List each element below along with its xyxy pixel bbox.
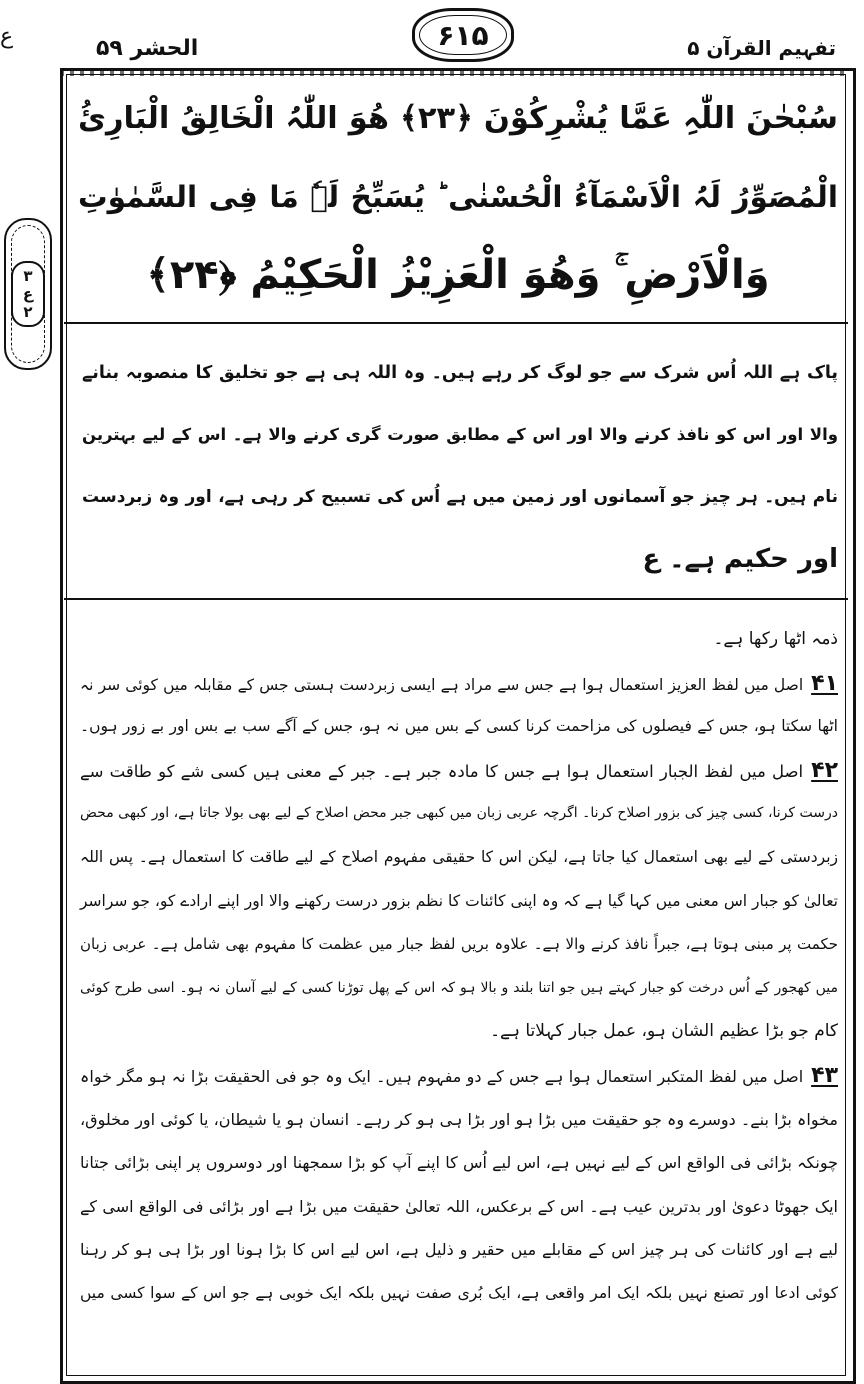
frame-ornament-border	[60, 68, 850, 76]
footnote-number: ۴۱	[811, 670, 838, 696]
book-title: تفہیم القرآن ۵	[687, 36, 836, 60]
footnote-line: حکمت پر مبنی ہوتا ہے، جبراً نافذ کرنے والا ہے۔ علاوہ بریں لفظ جبار میں عظمت کا مفہوم بھی شامل ہے۔ عربی زبان	[80, 935, 838, 954]
translation-line: والا اور اس کو نافذ کرنے والا اور اس کے مطابق صورت گری کرنے والا ہے۔ اس کے لیے بہترین	[82, 425, 838, 444]
footnote-line: ۴۳اصل میں لفظ المتکبر استعمال ہوا ہے جس کے دو مفہوم ہیں۔ ایک وہ جو فی الحقیقت بڑا نہ ہو مگر خواہ	[80, 1062, 838, 1088]
footnote-line: کام جو بڑا عظیم الشان ہو، عمل جبار کہلاتا ہے۔	[490, 1021, 838, 1042]
footnote-line: تعالیٰ کو جبار اس معنی میں کہا گیا ہے کہ وہ اپنی کائنات کا نظم بزور درست رکھنے والا اور اپنے ارادے کو، جو سراسر	[80, 891, 838, 910]
verse-line: الْمُصَوِّرُ لَہُ الْاَسْمَآءُ الْحُسْنٰی ؕ یُسَبِّحُ لَہٗ مَا فِی السَّمٰوٰتِ	[78, 180, 838, 214]
ruku-top: ۳	[23, 267, 33, 285]
footnote-line: لیے ہے اور کائنات کی ہر چیز اس کے مقابلے میں حقیر و ذلیل ہے، اس لیے اس کا بڑا ہونا اور بڑا ہی ہو کر رہنا	[80, 1240, 838, 1260]
page-number: ۶۱۵	[412, 8, 514, 62]
ruku-marker-icon	[11, 261, 45, 327]
footnote-line: کوئی ادعا اور تصنع نہیں بلکہ ایک امر واقعی ہے، ایک بُری صفت نہیں بلکہ ایک خوبی ہے جو اس کے سوا کسی میں	[80, 1283, 838, 1302]
footnote-number: ۴۳	[811, 1062, 838, 1088]
verse-line: وَالْاَرْضِ ۚ وَھُوَ الْعَزِیْزُ الْحَکِیْمُ ﴿۲۴﴾	[146, 252, 770, 298]
footnote-line: ذمہ اٹھا رکھا ہے۔	[713, 629, 838, 649]
translation-line: اور حکیم ہے۔ ع	[642, 544, 838, 574]
divider	[64, 322, 848, 324]
translation-line: پاک ہے اللہ اُس شرک سے جو لوگ کر رہے ہیں۔ وہ اللہ ہی ہے جو تخلیق کا منصوبہ بنانے	[82, 363, 838, 383]
footnote-line: ایک جھوٹا دعویٰ اور بدترین عیب ہے۔ اس کے برعکس، اللہ تعالیٰ حقیقت میں بڑا ہے اور بڑائی فی الواقع اسی کے	[80, 1196, 838, 1216]
footnote-line: اٹھا سکتا ہو، جس کے فیصلوں کی مزاحمت کرنا کسی کے بس میں نہ ہو، جس کے آگے سب بے بس اور بے زور ہوں۔	[80, 717, 838, 736]
verse-line: سُبْحٰنَ اللّٰہِ عَمَّا یُشْرِکُوْنَ ﴿۲۳﴾ ھُوَ اللّٰہُ الْخَالِقُ الْبَارِئُ	[78, 101, 838, 136]
footnote-line: زبردستی کے لیے بھی استعمال کیا جاتا ہے، لیکن اس کا حقیقی مفہوم اصلاح کے لیے طاقت کا استعمال ہے۔ پس اللہ	[80, 847, 838, 866]
footnote-line: درست کرنا، کسی چیز کی بزور اصلاح کرنا۔ اگرچہ عربی زبان میں کبھی جبر محض اصلاح کے لیے بھی بولا جاتا ہے، اور کبھی محض	[80, 805, 838, 822]
urdu-translation	[82, 342, 838, 590]
divider	[64, 598, 848, 600]
margin-mark: ع	[0, 24, 14, 49]
arabic-verse	[78, 80, 838, 314]
footnote-line: چونکہ بڑائی فی الواقع اس کے لیے نہیں ہے، اس لیے اُس کا اپنے آپ کو بڑا سمجھنا اور دوسروں پر اپنی بڑائی جتانا	[80, 1153, 838, 1173]
footnote-line: ۴۲اصل میں لفظ الجبار استعمال ہوا ہے جس کا مادہ جبر ہے۔ جبر کے معنی ہیں کسی شے کو طاقت سے	[80, 757, 838, 783]
translation-line: نام ہیں۔ ہر چیز جو آسمانوں اور زمین میں ہے اُس کی تسبیح کر رہی ہے، اور وہ زبردست	[82, 487, 838, 507]
footnote-line: مخواہ بڑا بنے۔ دوسرے وہ جو حقیقت میں بڑا ہو اور بڑا ہی ہو کر رہے۔ انسان ہو یا شیطان، یا کوئی اور مخلوق،	[80, 1109, 838, 1129]
footnote-line: میں کھجور کے اُس درخت کو جبار کہتے ہیں جو اتنا بلند و بالا ہو کہ اس کے پھل توڑنا کسی کے لیے آسان نہ ہو۔ اسی طرح کوئی	[80, 979, 838, 996]
footnotes	[80, 618, 838, 1316]
ruku-medallion	[4, 218, 52, 370]
surah-label: الحشر ۵۹	[96, 36, 199, 61]
ruku-bottom: ۲	[23, 303, 33, 321]
page-header	[0, 8, 864, 64]
ruku-middle: ع	[22, 285, 34, 303]
footnote-line: ۴۱اصل میں لفظ العزیز استعمال ہوا ہے جس سے مراد ہے ایسی زبردست ہستی جس کے مقابلہ میں کوئی سر نہ	[80, 670, 838, 696]
footnote-number: ۴۲	[811, 757, 838, 783]
